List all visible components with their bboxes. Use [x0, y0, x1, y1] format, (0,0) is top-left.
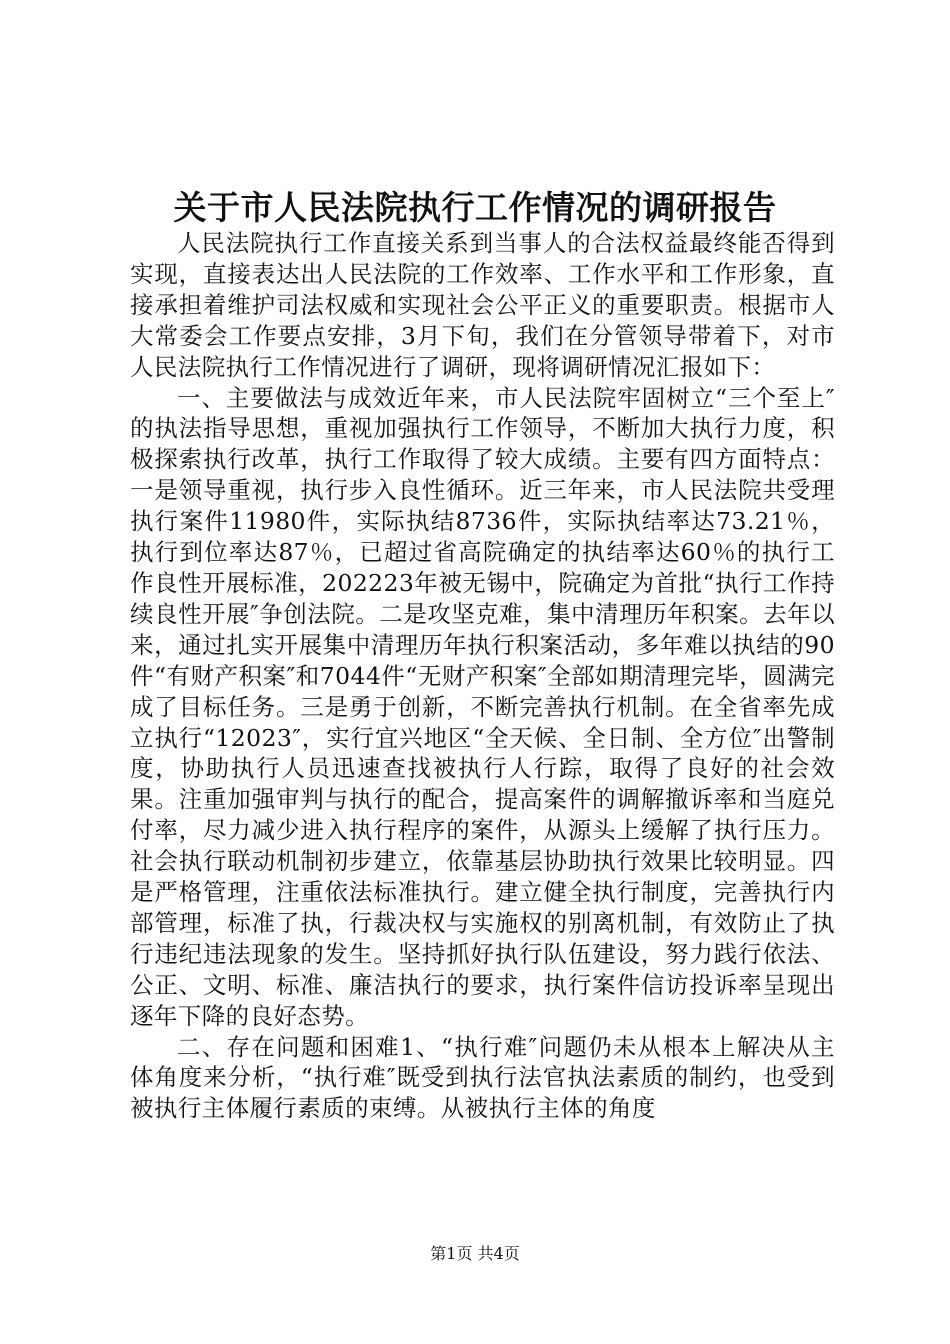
paragraph-section-one: 一、主要做法与成效近年来，市人民法院牢固树立“三个至上″的执法指导思想，重视加强执行工作领导，不断加大执行力度，积极探索执行改革，执行工作取得了较大成绩。主要有四方面特点：一是领导重视，执行步入良性循环。近三年来，市人民法院共受理执行案件11980件，实际执结8736件，实际执结率达73.21％，执行到位率达87％，已超过省高院确定的执结率达60％的执行工作良性开展标准，202223年被无锡中，院确定为首批“执行工作持续良性开展″争创法院。二是攻坚克难，集中清理历年积案。去年以来，通过扎实开展集中清理历年执行积案活动，多年难以执结的90件“有财产积案″和7044件“无财产积案″全部如期清理完毕，圆满完成了目标任务。三是勇于创新，不断完善执行机制。在全省率先成立执行“12023″，实行宜兴地区“全天候、全日制、全方位″出警制度，协助执行人员迅速查找被执行人行踪，取得了良好的社会效果。注重加强审判与执行的配合，提高案件的调解撤诉率和当庭兑付率，尽力减少进入执行程序的案件，从源头上缓解了执行压力。社会执行联动机制初步建立，依靠基层协助执行效果比较明显。四是严格管理，注重依法标准执行。建立健全执行制度，完善执行内部管理，标准了执，行裁决权与实施权的别离机制，有效防止了执行违纪违法现象的发生。坚持抓好执行队伍建设，努力践行依法、公正、文明、标准、廉洁执行的要求，执行案件信访投诉率呈现出逐年下降的良好态势。 [130, 383, 835, 1030]
document-body [130, 228, 835, 1124]
paragraph-intro: 人民法院执行工作直接关系到当事人的合法权益最终能否得到实现，直接表达出人民法院的工作效率、工作水平和工作形象，直接承担着维护司法权威和实现社会公平正义的重要职责。根据市人大常委会工作要点安排，3月下旬，我们在分管领导带着下，对市人民法院执行工作情况进行了调研，现将调研情况汇报如下： [130, 229, 835, 381]
page-footer: 第1页 共4页 [430, 1244, 520, 1263]
paragraph-section-two: 二、存在问题和困难1、“执行难″问题仍未从根本上解决从主体角度来分析，“执行难″既受到执行法官执法素质的制约，也受到被执行主体履行素质的束缚。从被执行主体的角度 [130, 1032, 835, 1123]
document-title: 关于市人民法院执行工作情况的调研报告 [173, 188, 777, 227]
